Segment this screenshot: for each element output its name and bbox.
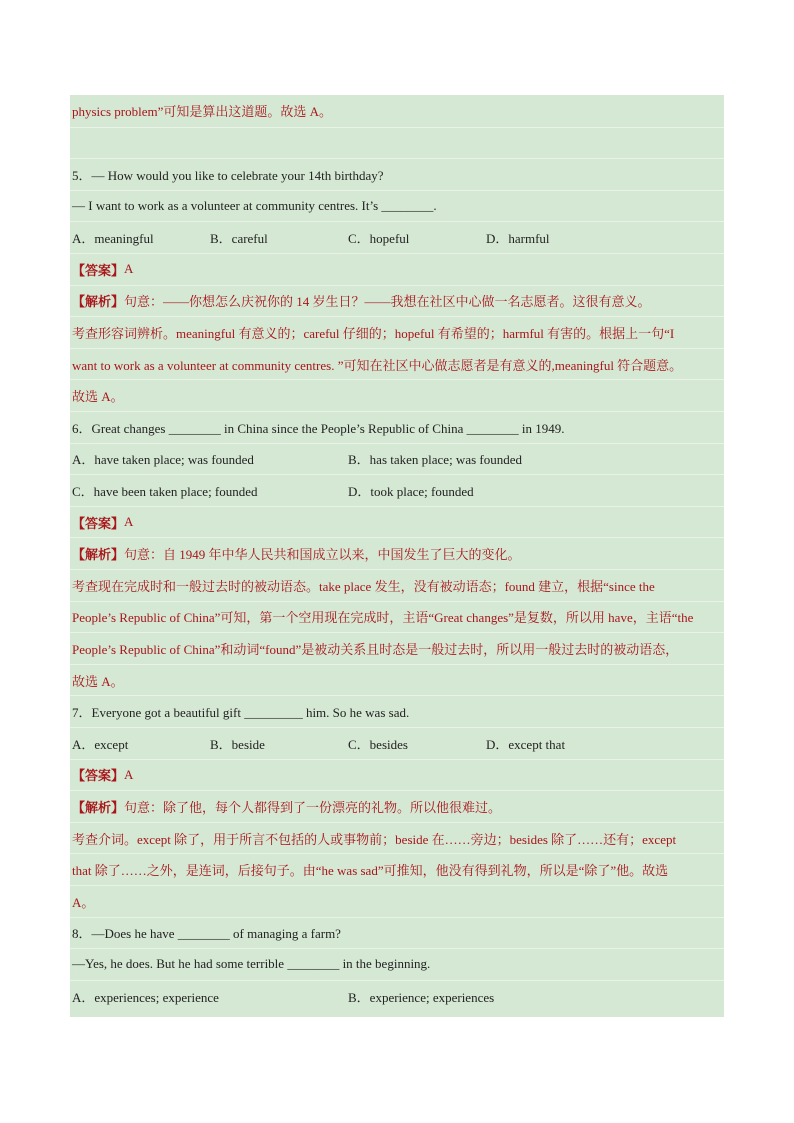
analysis-line (70, 790, 724, 822)
answer-line (70, 506, 724, 538)
answer-value: A (124, 514, 134, 530)
explanation-line (70, 885, 724, 917)
document-page (70, 95, 724, 1017)
explanation-line (70, 853, 724, 885)
line-text: physics problem”可知是算出这道题。故选 A。 (72, 104, 332, 120)
question-5-options (70, 221, 724, 253)
analysis-text: 句意：自 1949 年中华人民共和国成立以来，中国发生了巨大的变化。 (124, 547, 521, 563)
option-b: B．experience; experiences (348, 989, 495, 1005)
option-a: A．meaningful (72, 231, 154, 247)
option-b: B．has taken place; was founded (348, 452, 523, 468)
blank-line (70, 127, 724, 159)
question-6 (70, 411, 724, 443)
question-text: 6．Great changes ________ in China since the People’s Republic of China ________ in 1949. (72, 420, 565, 436)
question-8-options (70, 980, 724, 1012)
answer-label: 【答案】 (72, 768, 125, 784)
line-text: 考查介词。except 除了，用于所言不包括的人或事物前；beside 在……旁边；besides 除了……还有；except (72, 831, 677, 847)
analysis-label: 【解析】 (72, 799, 125, 815)
question-5 (70, 158, 724, 190)
line-text: 故选 A。 (72, 673, 124, 689)
option-c: C．besides (348, 736, 408, 752)
analysis-text: 句意：除了他，每个人都得到了一份漂亮的礼物。所以他很难过。 (124, 799, 502, 815)
question-7-options (70, 727, 724, 759)
answer-label: 【答案】 (72, 515, 125, 531)
question-8 (70, 917, 724, 949)
option-a: A．experiences; experience (72, 989, 219, 1005)
question-text: —Yes, he does. But he had some terrible ________ in the beginning. (72, 956, 431, 972)
line-text: A。 (72, 894, 95, 910)
analysis-line (70, 285, 724, 317)
explanation-line (70, 95, 724, 127)
question-7 (70, 695, 724, 727)
option-b: B．beside (210, 736, 265, 752)
question-text: 5．— How would you like to celebrate your 14th birthday? (72, 167, 384, 183)
explanation-line (70, 632, 724, 664)
line-text: 考查现在完成时和一般过去时的被动语态。take place 发生，没有被动语态；found 建立，根据“since the (72, 578, 655, 594)
option-a: A．have taken place; was founded (72, 452, 254, 468)
option-c: C．have been taken place; founded (72, 483, 258, 499)
explanation-line (70, 601, 724, 633)
explanation-line (70, 569, 724, 601)
option-d: D．took place; founded (348, 483, 474, 499)
line-text: 故选 A。 (72, 389, 124, 405)
analysis-label: 【解析】 (72, 294, 125, 310)
explanation-line (70, 664, 724, 696)
line-text: People’s Republic of China”可知，第一个空用现在完成时，主语“Great changes”是复数，所以用 have，主语“the (72, 610, 694, 626)
analysis-label: 【解析】 (72, 547, 125, 563)
analysis-text: 句意：——你想怎么庆祝你的 14 岁生日？——我想在社区中心做一名志愿者。这很有意义。 (124, 294, 651, 310)
option-c: C．hopeful (348, 231, 410, 247)
explanation-line (70, 348, 724, 380)
question-text: 7．Everyone got a beautiful gift _________ him. So he was sad. (72, 705, 410, 721)
answer-line (70, 253, 724, 285)
question-text: — I want to work as a volunteer at community centres. It’s ________. (72, 198, 437, 214)
answer-line (70, 759, 724, 791)
option-a: A．except (72, 736, 129, 752)
question-5-line-2 (70, 190, 724, 222)
question-6-options-1 (70, 443, 724, 475)
option-b: B．careful (210, 231, 268, 247)
answer-value: A (124, 261, 134, 277)
answer-value: A (124, 766, 134, 782)
explanation-line (70, 379, 724, 411)
line-text: that 除了……之外，是连词，后接句子。由“he was sad”可推知，他没有得到礼物，所以是“除了”他。故选 (72, 863, 669, 879)
question-8-line-2 (70, 948, 724, 980)
explanation-line (70, 316, 724, 348)
option-d: D．except that (486, 736, 566, 752)
analysis-line (70, 537, 724, 569)
line-text: want to work as a volunteer at community centres. ”可知在社区中心做志愿者是有意义的,meaningful 符合题意。 (72, 357, 683, 373)
answer-label: 【答案】 (72, 262, 125, 278)
explanation-line (70, 822, 724, 854)
question-text: 8．—Does he have ________ of managing a farm? (72, 926, 341, 942)
line-text: People’s Republic of China”和动词“found”是被动关系且时态是一般过去时，所以用一般过去时的被动语态， (72, 641, 679, 657)
option-d: D．harmful (486, 231, 550, 247)
question-6-options-2 (70, 474, 724, 506)
line-text: 考查形容词辨析。meaningful 有意义的；careful 仔细的；hopeful 有希望的；harmful 有害的。根据上一句“I (72, 325, 675, 341)
